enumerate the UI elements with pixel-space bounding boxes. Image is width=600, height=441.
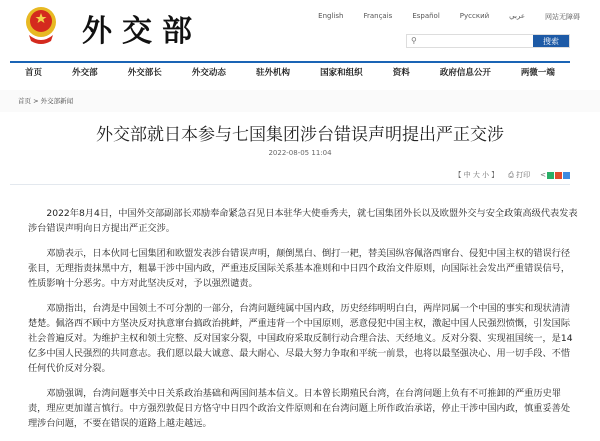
header-divider [10, 61, 570, 63]
nav-info-disclosure[interactable]: 政府信息公开 [439, 68, 491, 78]
lang-arabic[interactable]: عربي [509, 12, 525, 20]
article-body [28, 206, 578, 441]
paragraph: 邓励强调，台湾问题事关中日关系政治基础和两国间基本信义。日本曾长期殖民台湾，在台湾问题上负有不可推卸的严重历史罪责，理应更加谨言慎行。中方强烈敦促日方恪守中日四个政治文件原则和在台湾问题上所作政治承诺，停止干涉中国内政，慎重妥善处理涉台问题，不要在错误的道路上越走越远。 [28, 388, 571, 429]
nav-countries[interactable]: 国家和组织 [320, 68, 363, 78]
nav-social[interactable]: 两微一端 [520, 68, 555, 78]
lang-english[interactable]: English [318, 12, 344, 20]
nav-resources[interactable]: 资料 [392, 68, 410, 78]
article-tools [454, 170, 570, 180]
nav-activities[interactable]: 外交动态 [191, 68, 226, 78]
print-button[interactable] [508, 170, 530, 180]
share-buttons [540, 171, 570, 179]
breadcrumb-bar [0, 90, 600, 112]
paragraph: 邓励表示，日本伙同七国集团和欧盟发表涉台错误声明，颠倒黑白、倒打一耙，替美国纵容佩洛西窜台、侵犯中国主权的错误行径张目，无理指责抹黑中方，粗暴干涉中国内政，严重违反国际关系基本准则和中日四个政治文件原则，向国际社会发出严重错误信号，性质影响十分恶劣。中方对此坚决反对，予以强烈谴责。 [28, 248, 571, 289]
wechat-icon[interactable] [547, 172, 554, 179]
nav-missions[interactable]: 驻外机构 [255, 68, 290, 78]
qzone-icon[interactable] [563, 172, 570, 179]
article-divider [10, 184, 570, 185]
article-title: 外交部就日本参与七国集团涉台错误声明提出严正交涉 [96, 125, 504, 145]
article-date: 2022-08-05 11:04 [268, 149, 332, 157]
nav-minister[interactable]: 外交部长 [127, 68, 162, 78]
main-nav [10, 66, 570, 78]
search-button[interactable]: 搜索 [533, 35, 569, 47]
weibo-icon[interactable] [555, 172, 562, 179]
nav-ministry[interactable]: 外交部 [72, 68, 98, 78]
paragraph: 2022年8月4日，中国外交部副部长邓励奉命紧急召见日本驻华大使垂秀夫，就七国集团外长以及欧盟外交与安全政策高级代表发表涉台错误声明向日方提出严正交涉。 [28, 208, 578, 234]
search-bar [406, 34, 570, 48]
search-icon: ⚲ [411, 36, 417, 45]
lang-spanish[interactable]: Español [412, 12, 440, 20]
share-icon: < [540, 171, 546, 179]
accessibility-link[interactable]: 网站无障碍 [545, 13, 580, 21]
language-links [318, 12, 580, 22]
print-label: 打印 [516, 171, 531, 179]
breadcrumb[interactable]: 首页 > 外交部新闻 [18, 97, 74, 105]
font-size-controls[interactable]: 【 中 大 小 】 [454, 171, 499, 179]
lang-french[interactable]: Français [363, 12, 393, 20]
site-logo[interactable]: 外交部 [82, 14, 202, 49]
national-emblem-icon [24, 5, 58, 45]
lang-russian[interactable]: Русский [459, 12, 490, 20]
paragraph: 邓励指出，台湾是中国领土不可分割的一部分，台湾问题纯属中国内政，历史经纬明明白白，两岸同属一个中国的事实和现状清清楚楚。佩洛西不顾中方坚决反对执意窜台搞政治挑衅，严重违背一个中国原则，恶意侵犯中国主权，激起中国人民强烈愤慨，引发国际社会普遍反对。为维护主权和领土完整、反对国家分裂，中国政府采取反制行动合理合法、天经地义。反对分裂、实现祖国统一，是14亿多中国人民强烈的共同意志。我们愿以最大诚意、最大耐心、尽最大努力争取和平统一前景，也将以最坚强决心、用一切手段、不惜任何代价反对分裂。 [28, 303, 573, 374]
search-input[interactable] [407, 35, 533, 47]
printer-icon: ⎙ [508, 171, 514, 179]
nav-home[interactable]: 首页 [25, 68, 43, 78]
